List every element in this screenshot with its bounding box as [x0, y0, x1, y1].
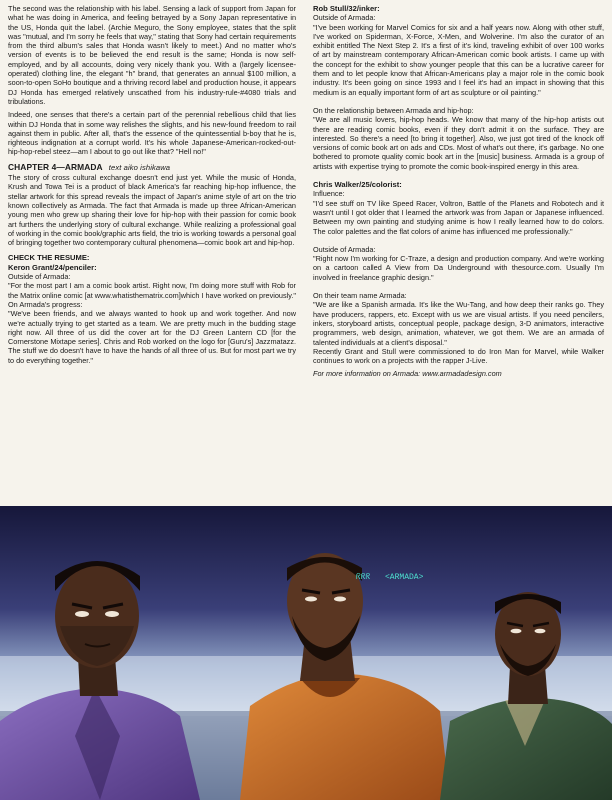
keron-progress-quote: "We've been friends, and we always wanted to hook up and work together. And now we're actually trying to get started as a team. We are pretty much in the budding stage right now. All three of us did the cover art for the DJ Green Lantern CD [for the Cornerstone Mixtape series]. Chris and Rob worked on the logo for [Guru's] Jazzmatazz. The stuff we do doesn't have to have the hands of all three of us. But for most part we try to do everything together."	[8, 309, 296, 365]
left-column	[8, 4, 296, 365]
keron-outside-quote: "For the most part I am a comic book artist. Right now, I'm doing more stuff with Rob for the Matrix online comic [at www.whatisthematrix.com]which I have worked on previously."	[8, 281, 296, 300]
keron-heading: Keron Grant/24/penciler:	[8, 262, 97, 272]
chris-outside-quote: "Right now I'm working for C-Traze, a design and production company. And we're working on a cartoon called A View from Da Underground with thesource.com. Usually I'm involved in freelance graphic design."	[313, 254, 604, 282]
resume-heading: CHECK THE RESUME:	[8, 253, 90, 263]
rob-outside-quote: "I've been working for Marvel Comics for six and a half years now. Along with other stuff, I've worked on Spiderman, X-Force, X-Men, and Wolverine. I'm also the curator of an exhibit entitled The Next Step 2. It's a first of it's kind, traveling exhibit of over 100 works of art by mainstream contemporary African-American comic book artists. I came up with the concept for the exhibit to show younger people that this can be a lucrative career for them and to let people know that African-Americans play a major role in the comic book industry. It's been going on since 1993 and I feel it's had an impact in showing that this medium is an equally important form of art as sculpture or oil painting."	[313, 22, 604, 97]
more-info-link: For more information on Armada: www.armadadesign.com	[313, 369, 502, 379]
article-paragraph: The second was the relationship with his label. Sensing a lack of support from Japan for what he was doing in America, and feeling betrayed by a Sony Japan representative in the US, Honda quit the label. (Archie Meguro, the Sony employee, states that the split was "mutual, and I'm sorry he feels that way," stating that Sony had certain requirements from the third album's sales that Honda wasn't likely to meet.) And no matter who's version of events is to be believed the end result is the same; Honda is now self-employed, and by all accounts, doing very nicely thank you. With a (largely licensee-operated) clothing line, the elegant "h" brand, that generates an annual $100 million, a soon-to-open SoHo boutique and a thriving record label and production house, it appears DJ Honda has emerged relatively unscathed from his industry-rule-#4080 trials and tribulations.	[8, 4, 296, 106]
outside-label: Outside of Armada:	[313, 244, 376, 254]
outside-label: Outside of Armada:	[8, 272, 71, 282]
team-label: On their team name Armada:	[313, 291, 407, 301]
illustration-svg	[0, 506, 612, 800]
chris-team-quote: "We are like a Spanish armada. It's like the Wu-Tang, and how deep their ranks go. They have producers, rappers, etc. Except with us we are visual artists. If you need pencilers, inkers, storyboard artists, conceptual people, package design, 3-D animators, interactive programmers, web design, animation, whatever, we got them. We are an armada of talented individuals at a client's disposal."	[313, 300, 604, 347]
article-paragraph: Indeed, one senses that there's a certain part of the perennial rebellious child that lies within DJ Honda that in some way relishes the slights, and his new-found freedom to rail against them in public. After all, that's the essence of the quintessential b-boy that he is, righteous indignation at a corrupt world. It's his whole Japanese-American-rocked-out-hip-hop-rebel steez—am I about to go out like that? "Hell no!"	[8, 110, 296, 157]
article-paragraph: The story of cross cultural exchange doesn't end just yet. While the music of Honda, Krush and Towa Tei is a product of black America's far reaching hip-hop influence, the stellar artwork for this spread reveals the impact of Japan's anime style of art on the trio known collectively as Armada. The fact that Armada is made up three African-American young men who grew up sharing their love for hip-hop with their passion for comic book art furthers the underlying story of cultural exchange. While realizing a professional goal of working in the comic book/graphic arts field, the trio is working towards a personal goal of bringing together two contemporary cultural phenomena—comic book art and hip-hop.	[8, 173, 296, 248]
chris-heading: Chris Walker/25/colorist:	[313, 180, 402, 190]
chapter-heading	[8, 163, 296, 172]
progress-label: On Armada's progress:	[8, 299, 83, 309]
hiphop-label: On the relationship between Armada and hip-hop:	[313, 105, 474, 115]
chapter-title: CHAPTER 4—ARMADA	[8, 161, 103, 172]
rob-hiphop-quote: "We are all music lovers, hip-hop heads. We know that many of the hip-hop artists out there are reading comic books, even if they don't admit it on the surface. They are interested. So there's a need [to bring it together]. Also, we just got tired of the knock off versions of comic book art on ads and CDs. Most of what's out there, it's garbage. No one bothered to promote quality comic book art in the [music] business. Armada is a group of artists with expertise trying to promote the comic book-inspired energy in this area.	[313, 115, 604, 171]
chapter-byline: text aiko ishikawa	[108, 162, 171, 172]
armada-caption: <ARMADA>	[385, 573, 424, 582]
influence-label: Influence:	[313, 189, 345, 199]
closing-paragraph: Recently Grant and Stull were commissioned to do Iron Man for Marvel, while Walker continues to work on a projects with the rapper J-Live.	[313, 346, 604, 366]
right-column	[313, 4, 604, 383]
armada-illustration	[0, 506, 612, 800]
rob-heading: Rob Stull/32/inker:	[313, 4, 380, 13]
outside-label: Outside of Armada:	[313, 13, 376, 23]
glyph-text: ᖇᖇᖇ	[356, 573, 371, 582]
chris-influence-quote: "I'd see stuff on TV like Speed Racer, Voltron, Battle of the Planets and Robotech and it wasn't until I got older that I learned the artwork was from Japan or Japanese influenced. Between my own painting and studying anime is how I really learned how to do colors. The color palettes and the flat colors of anime has influenced me professionally."	[313, 198, 604, 236]
